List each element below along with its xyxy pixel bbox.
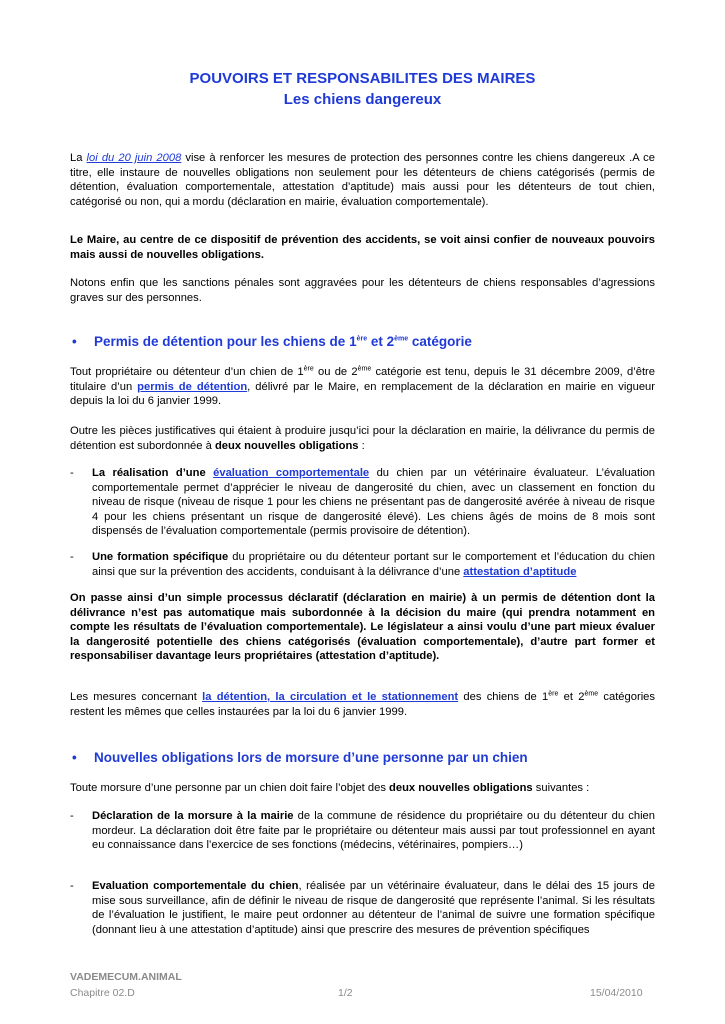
list-item-declaration (92, 809, 655, 853)
mayor-role-paragraph: Le Maire, au centre de ce dispositif de prévention des accidents, se voit ainsi confier de nouveaux pouvoirs mais aussi de nouvelles obligations. (70, 234, 655, 261)
section-heading-morsure (72, 749, 528, 766)
superscript: ème (357, 365, 372, 373)
attestation-aptitude-link[interactable]: attestation d’aptitude (463, 565, 577, 578)
list-dash: - (70, 810, 74, 822)
superscript: ère (356, 335, 368, 343)
superscript: ère (303, 365, 314, 373)
bold-text: La réalisation d’une (92, 467, 214, 479)
superscript: ème (584, 690, 599, 698)
intro-text-rest: vise à renforcer les mesures de protection des personnes contre les chiens dangereux .A ce titre, elle instaure de nouvelles obligations non seulement pour les détenteurs de chiens catégorisés (permis de détention, évaluation comportementale, attestation d’aptitude) mais aussi pour les détenteurs de tout chien, catégorisé ou non, qui a mordu (déclaration en mairie, évaluation comportementale). (70, 152, 655, 208)
bold-text: deux nouvelles obligations (389, 782, 533, 794)
text: Les mesures concernant (70, 691, 203, 703)
footer-brand: VADEMECUM.ANIMAL (70, 971, 182, 983)
detention-circulation-link[interactable]: la détention, la circulation et le stationnement (202, 691, 459, 703)
superscript: ère (548, 690, 559, 698)
list-dash: - (70, 467, 74, 479)
bullet-icon: • (72, 334, 77, 349)
document-title: POUVOIRS ET RESPONSABILITES DES MAIRES (189, 70, 536, 87)
footer-page-number: 1/2 (338, 987, 353, 999)
heading-text: Nouvelles obligations lors de morsure d’une personne par un chien (94, 750, 528, 765)
text: et 2 (558, 691, 585, 703)
bold-text: deux nouvelles obligations (214, 439, 359, 452)
document-subtitle: Les chiens dangereux (283, 91, 442, 108)
text: suivantes : (532, 782, 590, 794)
heading-text: catégorie (408, 334, 472, 349)
evaluation-comportementale-link[interactable]: évaluation comportementale (213, 467, 370, 479)
list-dash: - (70, 880, 74, 892)
text: catégorie est tenu, depuis le 31 décembre 2009, d’être titulaire d’un (70, 366, 655, 393)
text: des chiens de 1 (458, 691, 549, 703)
text: , délivré par le Maire, en remplacement de la déclaration en mairie en vigueur depuis la loi du 6 janvier 1999. (70, 380, 655, 408)
text: de la commune de résidence du propriétaire ou du détenteur du chien mordeur. La déclaration doit être faite par le propriétaire ou détenteur mais aussi par tout professionnel en ayant eu connaissance dans l’exercice de ses fonctions (médecins, vétérinaires, pompiers…) (92, 810, 655, 852)
bold-text: Déclaration de la morsure à la mairie (92, 810, 294, 822)
heading-text: Permis de détention pour les chiens de 1 (94, 334, 357, 349)
text: ou de 2 (313, 366, 358, 378)
permis-detention-link[interactable]: permis de détention (137, 380, 248, 393)
sanctions-paragraph: Notons enfin que les sanctions pénales sont aggravées pour les détenteurs de chiens responsables d’agressions graves sur des personnes. (70, 277, 655, 304)
text: Outre les pièces justificatives qui étaient à produire jusqu’ici pour la déclaration en mairie, la délivrance du permis de détention est subordonnée à (70, 425, 655, 452)
processus-paragraph: On passe ainsi d’un simple processus déclaratif (déclaration en mairie) à un permis de détention dont la délivrance n’est pas automatique mais subordonnée à la décision du maire (qui prendra notamment en compte les résultats de l’évaluation comportementale). Le législateur a ainsi voulu d’une part mieux évaluer la dangerosité potentielle des chiens catégorisés (évaluation comportementale), d’autre part former et responsabiliser davantage leurs propriétaires (attestation d’aptitude). (70, 592, 655, 663)
obligations-paragraph (70, 424, 655, 453)
mesures-paragraph (70, 690, 655, 719)
text: du propriétaire ou du détenteur portant sur le comportement et l’éducation du chien ainsi que sur la prévention des accidents, conduisant à la délivrance d’une (92, 551, 655, 578)
bullet-icon: • (72, 750, 77, 765)
bold-text: Evaluation comportementale du chien (92, 880, 299, 892)
intro-text-start: La (70, 152, 87, 164)
bold-text: Une formation spécifique (92, 551, 229, 563)
text: du chien par un vétérinaire évaluateur. L’évaluation comportementale permet d’apprécier le niveau de dangerosité du chien, avec un classement en fonction du niveau de risque (niveau de risque 1 pour les chiens ne présentant pas de dangerosité avérée à niveau de risque 4 pour les chiens présentant un risque de dangerosité élevé). Les chiens âgés de moins de 8 mois sont dispensés de l’évaluation comportementale (permis provisoire de détention). (92, 467, 656, 538)
text: , réalisée par un vétérinaire évaluateur, dans le délai des 15 jours de mise sous surveillance, afin de définir le niveau de risque de dangerosité que représente l’animal. Si les résultats de l’évaluation le justifient, le maire peut ordonner au détenteur de l’animal de suivre une formation spécifique (donnant lieu à une attestation d’aptitude) ainsi que prescrire des mesures de prévention spécifiques (92, 880, 655, 936)
section-heading-permis (72, 333, 472, 350)
morsure-paragraph (70, 781, 655, 796)
law-link[interactable]: loi du 20 juin 2008 (86, 152, 182, 164)
footer-date: 15/04/2010 (590, 987, 643, 999)
permis-paragraph (70, 365, 655, 409)
list-item-formation (92, 550, 655, 579)
footer-chapter: Chapitre 02.D (70, 987, 135, 999)
intro-paragraph (70, 151, 655, 209)
text: Tout propriétaire ou détenteur d’un chien de 1 (70, 366, 304, 378)
superscript: ème (394, 335, 409, 343)
list-dash: - (70, 551, 74, 563)
list-item-evaluation-chien (92, 879, 655, 937)
text: catégories restent les mêmes que celles instaurées par la loi du 6 janvier 1999. (70, 691, 655, 718)
text: Toute morsure d’une personne par un chien doit faire l’objet des (70, 782, 390, 794)
list-item-evaluation (92, 466, 655, 539)
heading-text: et 2 (367, 334, 395, 349)
text: : (358, 439, 365, 452)
